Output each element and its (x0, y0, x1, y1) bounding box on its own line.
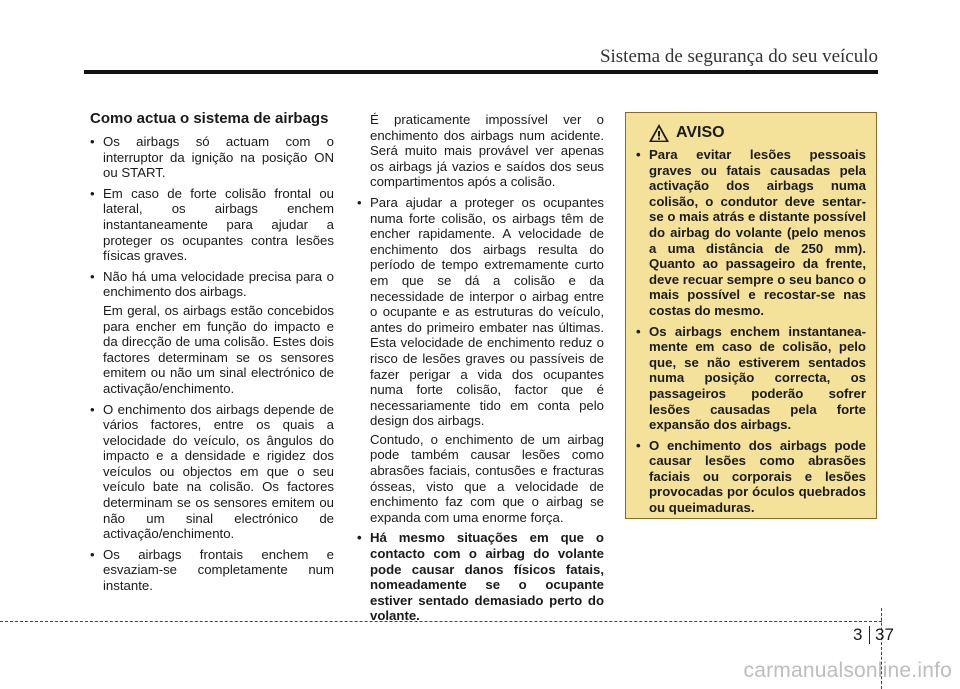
warning-item: • O enchimento dos airbags pode causar lesões como abrasões faciais ou corporais e lesões provocadas por óculos quebrados ou queimaduras. (636, 438, 866, 516)
middle-list-2 (357, 530, 604, 624)
warning-item: • Para evitar lesões pessoais graves ou fatais causadas pela activação dos airbags numa colisão, o condutor deve sentar-se o mais atrás e distante possível do airbag do volante (pelo menos a uma distância de 250 mm). Quanto ao passageiro da frente, deve recuar sempre o seu banco o mais possível e recostar-se nas costas do mesmo. (636, 147, 866, 319)
list-item: • Em caso de forte colisão frontal ou lateral, os airbags enchem instantaneamente para ajudar a proteger os ocupantes contra lesões físicas graves. (90, 186, 334, 264)
section-title: Como actua o sistema de airbags (90, 110, 329, 127)
page-header-title: Sistema de segurança do seu veículo (599, 46, 878, 67)
warning-box (625, 112, 877, 519)
left-column (90, 110, 334, 599)
warning-title: AVISO (676, 124, 725, 142)
page-number-separator (869, 626, 870, 644)
middle-list (357, 195, 604, 429)
header-rule (84, 70, 878, 74)
list-item: • Há mesmo situações em que o contacto com o airbag do volante pode causar danos físicos fatais, nomeadamente se o ocupante estiver sentado demasiado perto do volante. (357, 530, 604, 624)
airbag-facts-list (90, 134, 334, 300)
list-item: • Não há uma velocidade precisa para o enchimento dos airbags. (90, 269, 334, 300)
warning-list (636, 147, 866, 516)
list-item: • Os airbags só actuam com o interruptor da ignição na posição ON ou START. (90, 134, 334, 181)
footer-rule (0, 621, 882, 622)
airbag-facts-list-2 (90, 402, 334, 594)
middle-column (357, 112, 604, 629)
list-item: • Os airbags frontais enchem e esvaziam-se completamente num instante. (90, 547, 334, 594)
warning-header (648, 123, 866, 143)
warning-item: • Os airbags enchem instantanea-mente em caso de colisão, pelo que, se não estiverem sentados numa posição correcta, os passageiros poderão sofrer lesões causadas pela forte expansão dos airbags. (636, 324, 866, 433)
page-number: 37 (875, 625, 894, 644)
list-item: • Para ajudar a proteger os ocupantes numa forte colisão, os airbags têm de encher rapidamente. A velocidade de enchimento dos airbags resulta do período de tempo extremamente curto em que se dá a colisão e da necessidade de interpor o airbag entre o ocupante e as estruturas do veículo, antes do primeiro embater nas últimas. Esta velocidade de enchimento reduz o risco de lesões graves ou passíveis de fazer perigar a vida dos ocupantes numa forte colisão, factor que é necessariamente tido em conta pelo design dos airbags. (357, 195, 604, 429)
list-item-continuation: Contudo, o enchimento de um airbag pode também causar lesões como abrasões faciais, contusões e fracturas ósseas, visto que a velocidade de enchimento faz com que o airbag se expanda com uma enorme força. (370, 431, 604, 525)
list-item: • O enchimento dos airbags depende de vários factores, entre os quais a velocidade do veículo, os ângulos do impacto e a densidade e rigidez dos veículos ou objectos em que o seu veículo bate na colisão. Os factores determinam se os sensores emitem ou não um sinal electrónico de activação/enchimento. (90, 402, 334, 542)
chapter-number: 3 (853, 625, 863, 644)
list-item-continuation: Em geral, os airbags estão concebidos para encher em função do impacto e da direcção de uma colisão. Estes dois factores determinam se os sensores emitem ou não um sinal electrónico de activação/enchimento. (103, 302, 334, 396)
warning-triangle-icon (648, 123, 670, 143)
watermark: carmanualsonline.info (743, 659, 952, 682)
intro-paragraph: É praticamente impossível ver o enchimento dos airbags num acidente. Será muito mais provável ver apenas os airbags já vazios e saídos dos seus compartimentos após a colisão. (370, 112, 604, 190)
